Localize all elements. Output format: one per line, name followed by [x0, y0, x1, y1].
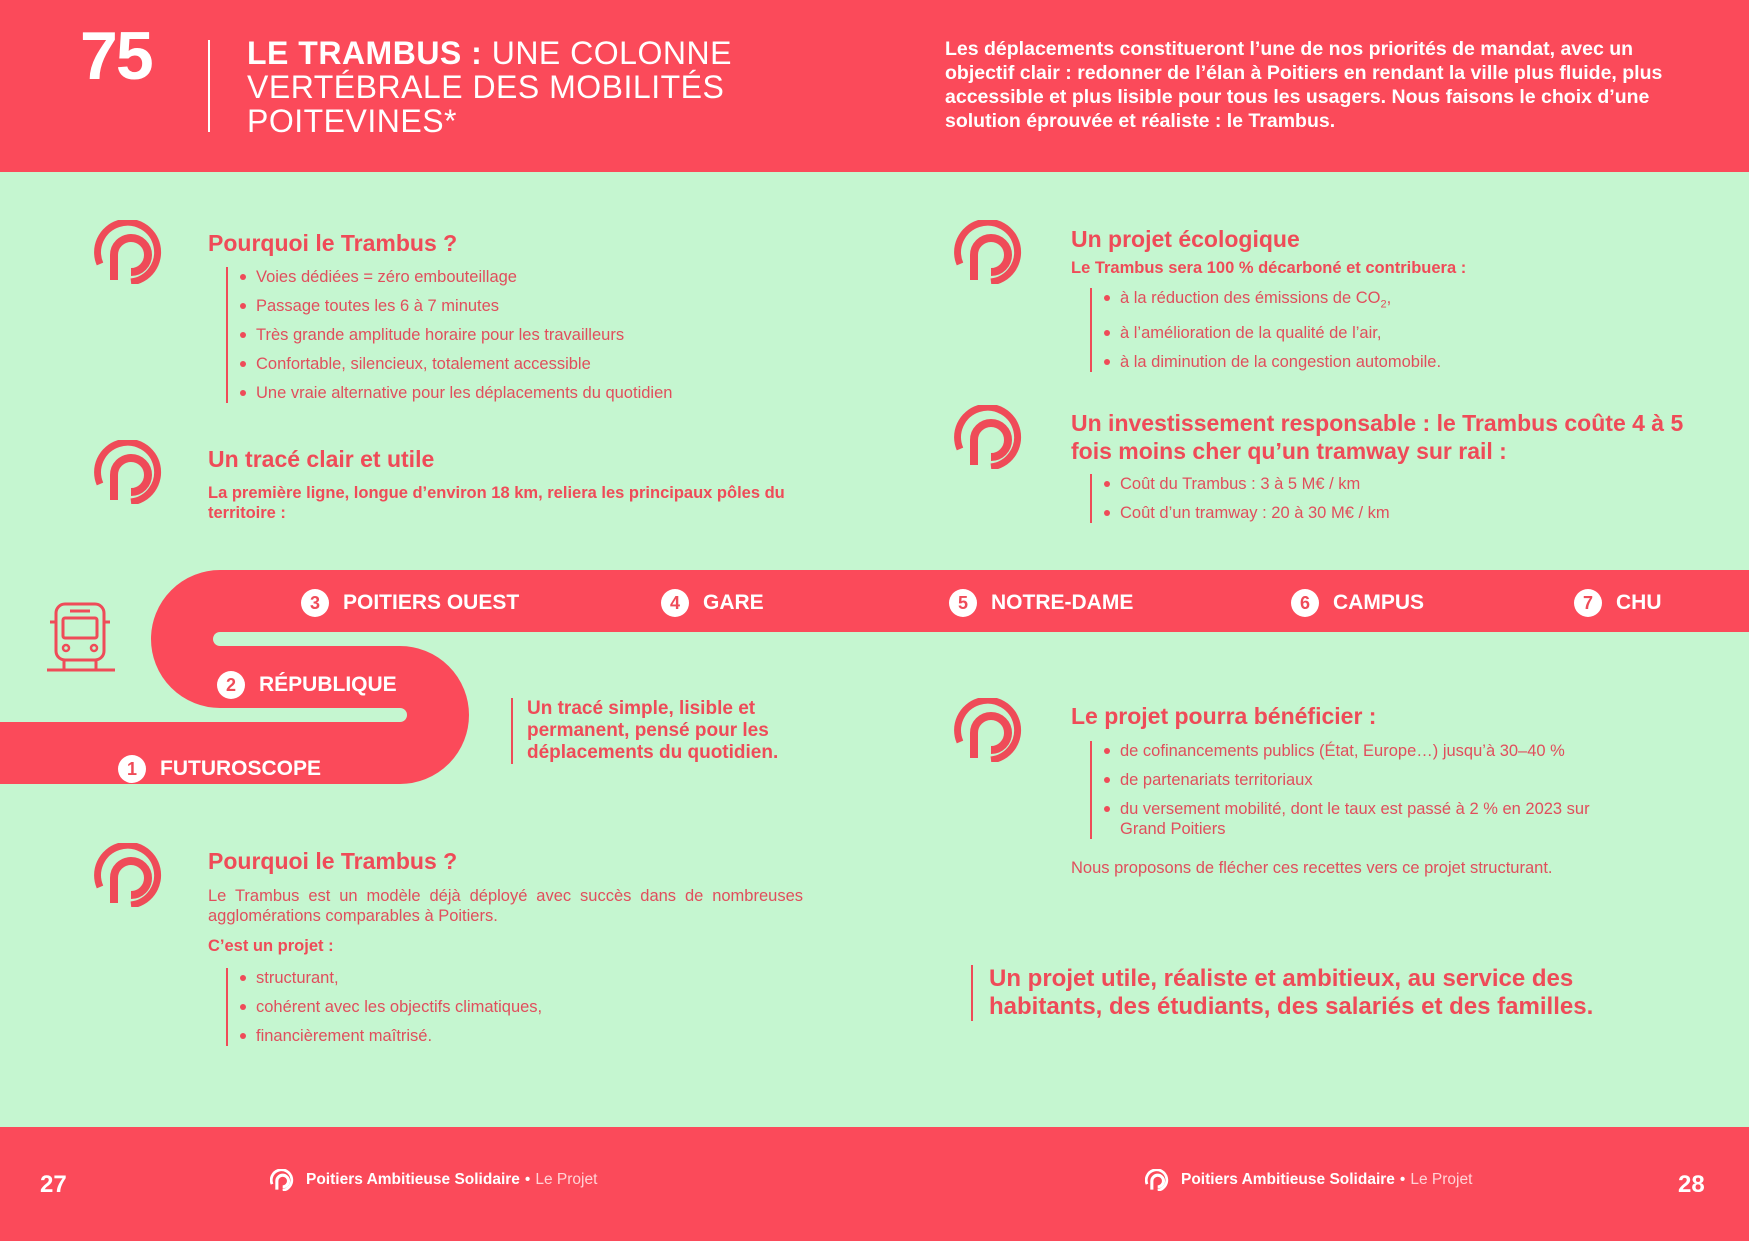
list-item: du versement mobilité, dont le taux est passé à 2 % en 2023 sur Grand Poitiers [1104, 799, 1630, 839]
co2-text: à la réduction des émissions de CO [1120, 289, 1381, 307]
stop-number: 6 [1291, 589, 1319, 617]
footer-brand-right [1145, 1169, 1472, 1191]
list-item: Une vraie alternative pour les déplacements du quotidien [240, 383, 786, 403]
invest-list [1090, 474, 1650, 523]
page-number-left: 27 [40, 1171, 67, 1198]
stop-label: RÉPUBLIQUE [259, 673, 397, 696]
stop-number: 7 [1574, 589, 1602, 617]
footer-brand-left [270, 1169, 597, 1191]
list-item: à la diminution de la congestion automobile. [1104, 352, 1650, 372]
stop-number: 5 [949, 589, 977, 617]
footer-brand-name: Poitiers Ambitieuse Solidaire [306, 1171, 520, 1188]
list-item: Coût du Trambus : 3 à 5 M€ / km [1104, 474, 1650, 494]
footer-separator: • [524, 1171, 531, 1188]
route-quote: Un tracé simple, lisible et permanent, pensé pour les déplacements du quotidien. [511, 698, 811, 764]
header-intro: Les déplacements constitueront l’une de nos priorités de mandat, avec un objectif clair : redonner de l’élan à Poitiers en rendant la ville plus fluide, plus accessible et plus lisible pour tous les usagers. Nous faisons le choix d’une solution éprouvée et réaliste : le Trambus. [945, 38, 1663, 132]
stop-gare [661, 589, 764, 617]
why-title: Pourquoi le Trambus ? [208, 230, 458, 256]
p-logo-icon [954, 698, 1024, 762]
title-bold: LE TRAMBUS : [247, 35, 483, 71]
stop-label: FUTUROSCOPE [160, 757, 322, 780]
p-logo-icon [94, 220, 164, 284]
stop-campus [1291, 589, 1424, 617]
stop-label: CAMPUS [1333, 591, 1425, 614]
stop-notre-dame [949, 589, 1133, 617]
p-logo-icon [954, 405, 1024, 469]
stop-chu [1574, 589, 1662, 617]
stop-number: 4 [661, 589, 689, 617]
list-item: à l’amélioration de la qualité de l’air, [1104, 323, 1650, 343]
why2-title: Pourquoi le Trambus ? [208, 848, 458, 874]
funding-list [1090, 741, 1630, 839]
funding-title: Le projet pourra bénéficier : [1071, 703, 1377, 729]
stop-number: 1 [118, 755, 146, 783]
bus-icon [44, 600, 118, 674]
stop-label: POITIERS OUEST [343, 591, 520, 614]
p-logo-icon [94, 843, 164, 907]
stop-label: CHU [1616, 591, 1662, 614]
footer-section: Le Projet [535, 1171, 598, 1188]
stop-poitiers-ouest [301, 589, 519, 617]
list-item: de partenariats territoriaux [1104, 770, 1630, 790]
stop-label: NOTRE-DAME [991, 591, 1134, 614]
footer-separator: • [1399, 1171, 1406, 1188]
why-list [226, 267, 786, 403]
header-band [0, 0, 1749, 172]
footer-section: Le Projet [1410, 1171, 1473, 1188]
page-number-right: 28 [1678, 1171, 1705, 1198]
why2-subtitle: C’est un projet : [208, 937, 334, 955]
list-item: Très grande amplitude horaire pour les travailleurs [240, 325, 786, 345]
p-logo-icon [954, 220, 1024, 284]
p-logo-icon [94, 440, 164, 504]
list-item: de cofinancements publics (État, Europe…) jusqu’à 30–40 % [1104, 741, 1630, 761]
eco-title: Un projet écologique [1071, 226, 1300, 252]
closing-quote: Un projet utile, réaliste et ambitieux, au service des habitants, des étudiants, des salariés et des familles. [971, 965, 1691, 1021]
p-logo-icon [270, 1169, 294, 1191]
route-title: Un tracé clair et utile [208, 446, 435, 472]
eco-subtitle: Le Trambus sera 100 % décarboné et contribuera : [1071, 259, 1467, 277]
co2-comma: , [1386, 289, 1392, 307]
list-item: Passage toutes les 6 à 7 minutes [240, 296, 786, 316]
footer-band [0, 1127, 1749, 1241]
why2-text: Le Trambus est un modèle déjà déployé avec succès dans de nombreuses agglomérations comparables à Poitiers. [208, 887, 803, 925]
footer-brand-name: Poitiers Ambitieuse Solidaire [1181, 1171, 1395, 1188]
list-item: financièrement maîtrisé. [240, 1026, 786, 1046]
stop-number: 2 [217, 671, 245, 699]
header-divider [208, 40, 210, 132]
why2-list [226, 968, 786, 1046]
list-item [1104, 288, 1650, 314]
proposal-number: 75 [80, 18, 152, 94]
co2-subscript: 2 [1380, 298, 1387, 311]
stop-futuroscope [118, 755, 321, 783]
funding-note: Nous proposons de flécher ces recettes vers ce projet structurant. [1071, 859, 1553, 877]
title-light: UNE COLONNE VERTÉBRALE DES MOBILITÉS POITEVINES* [247, 35, 732, 139]
list-item: Voies dédiées = zéro embouteillage [240, 267, 786, 287]
list-item: Confortable, silencieux, totalement accessible [240, 354, 786, 374]
list-item: Coût d’un tramway : 20 à 30 M€ / km [1104, 503, 1650, 523]
p-logo-icon [1145, 1169, 1169, 1191]
stop-republique [217, 671, 397, 699]
list-item: structurant, [240, 968, 786, 988]
invest-title: Un investissement responsable : le Trambus coûte 4 à 5 fois moins cher qu’un tramway sur rail : [1071, 410, 1684, 464]
stop-number: 3 [301, 589, 329, 617]
page-title [247, 36, 847, 138]
route-subtitle: La première ligne, longue d’environ 18 km, reliera les principaux pôles du territoire : [208, 484, 785, 522]
stop-label: GARE [703, 591, 764, 614]
eco-list [1090, 288, 1650, 372]
list-item: cohérent avec les objectifs climatiques, [240, 997, 786, 1017]
